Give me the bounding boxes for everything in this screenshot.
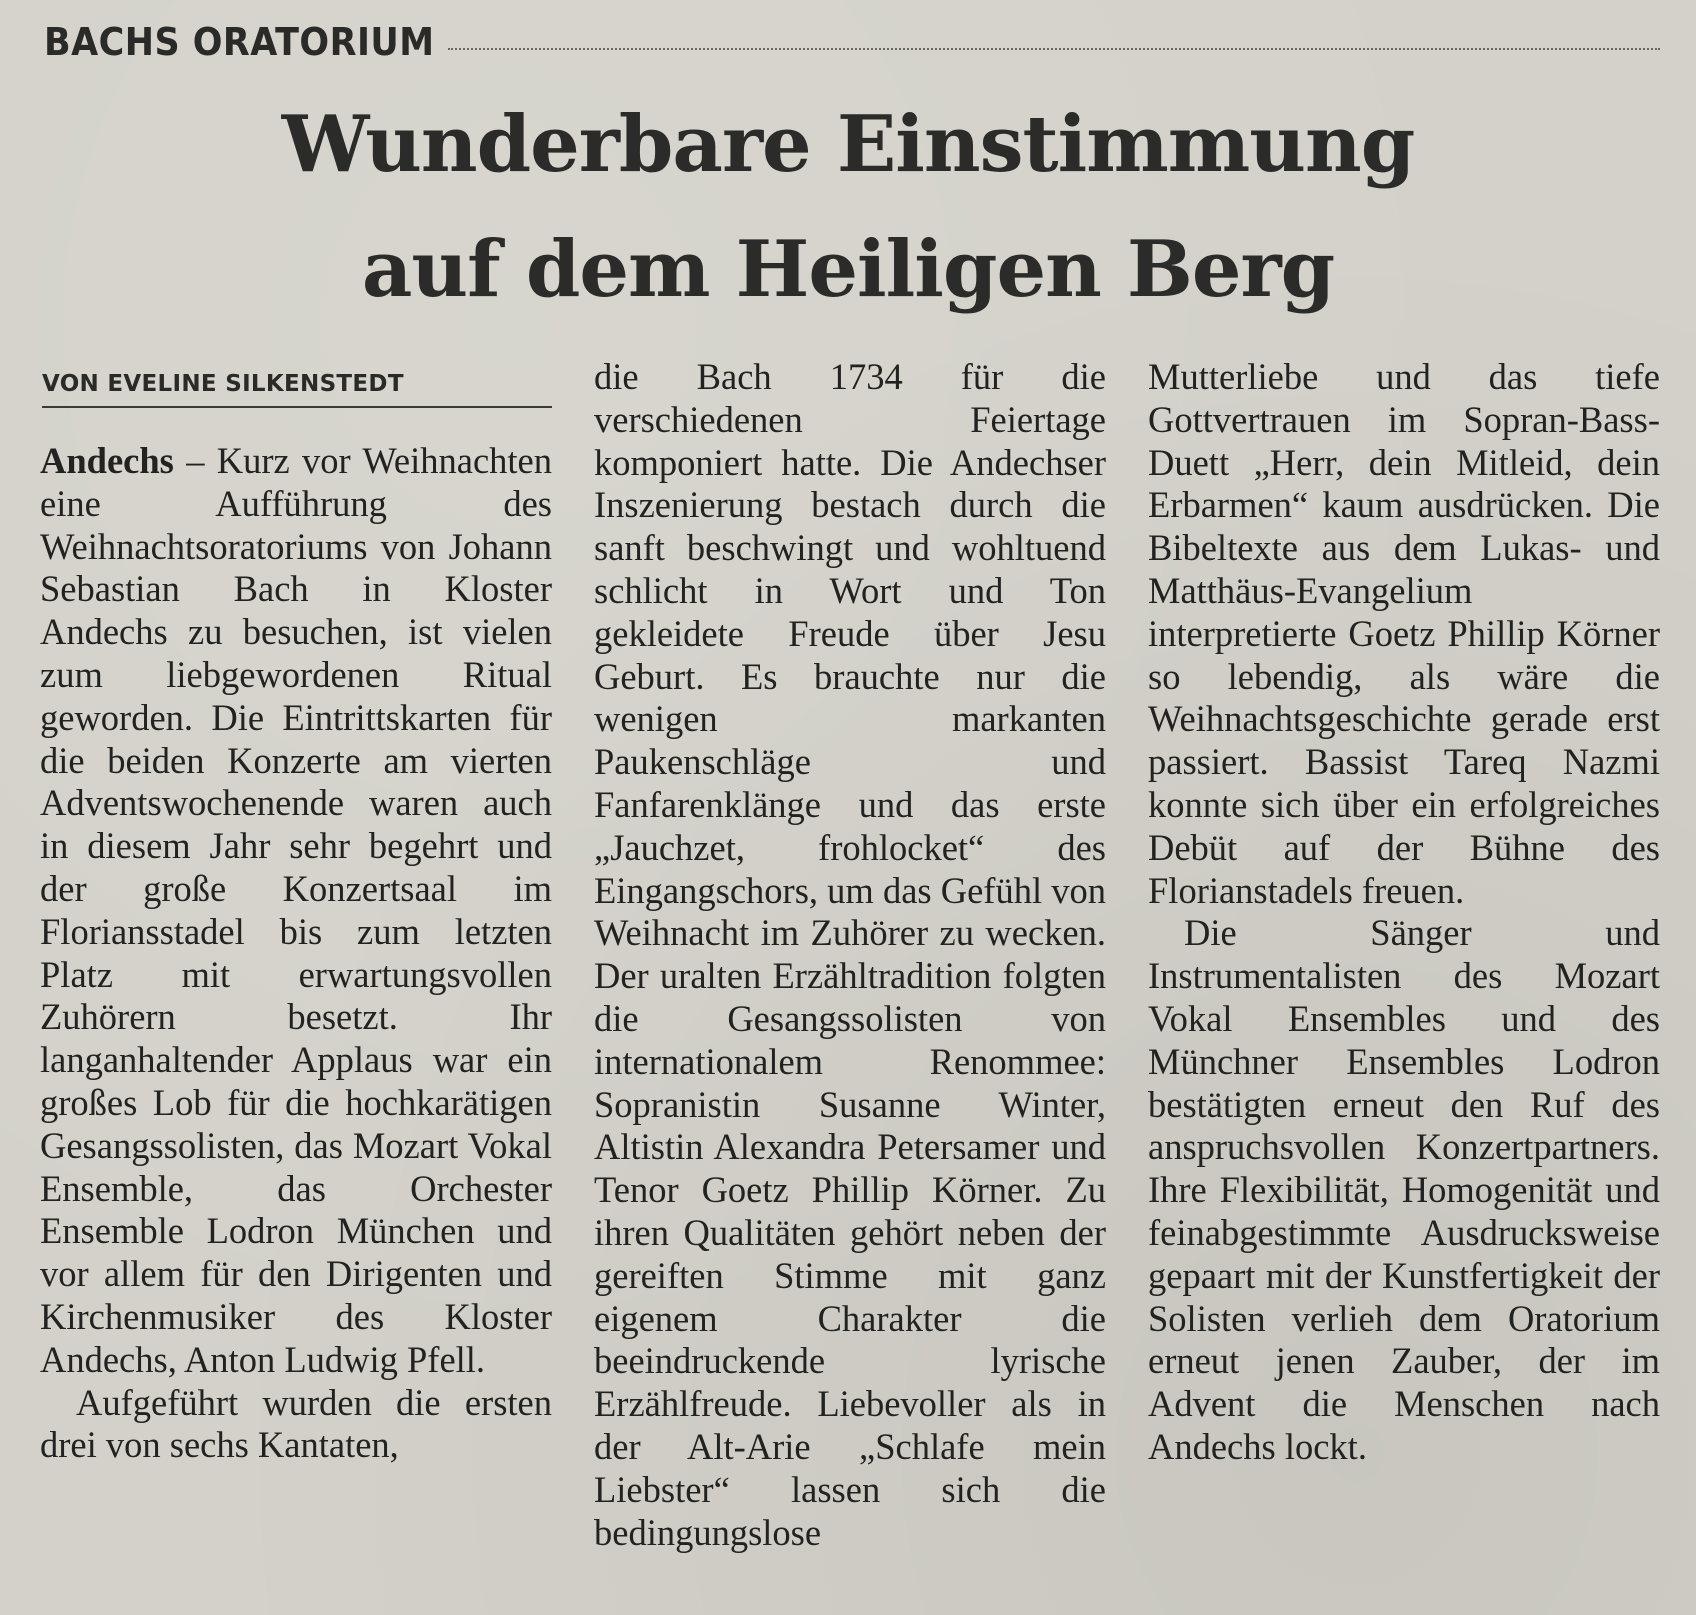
paragraph — [40, 440, 552, 1382]
byline: VON EVELINE SILKENSTEDT — [42, 366, 552, 408]
paragraph: die Bach 1734 für die verschiedenen Feiertage komponiert hatte. Die Andechser Inszenierung bestach durch die sanft beschwingt und wohltuend schlicht in Wort und Ton gekleidete Freude über Jesu Geburt. Es brauchte nur die wenigen markanten Paukenschläge und Fanfarenklänge und das erste „Jauchzet, frohlocket“ des Eingangschors, um das Gefühl von Weihnacht im Zuhörer zu wecken. Der uralten Erzähltradition folgten die Gesangssolisten von internationalem Renommee: Sopranistin Susanne Winter, Altistin Alexandra Petersamer und Tenor Goetz Phillip Körner. Zu ihren Qualitäten gehört neben der gereiften Stimme mit ganz eigenem Charakter die beeindruckende lyrische Erzählfreude. Liebevoller als in der Alt-Arie „Schlafe mein Liebster“ lassen sich die bedingungslose — [594, 356, 1106, 1553]
dateline: Andechs — [40, 440, 174, 481]
kicker: BACHS ORATORIUM — [44, 20, 435, 64]
article-column-2 — [594, 356, 1106, 1554]
article-column-1 — [40, 440, 552, 1467]
paragraph: Aufgeführt wurden die ersten drei von sechs Kantaten, — [40, 1381, 552, 1466]
kicker-dotted-rule — [448, 48, 1660, 50]
headline-line-1: Wunderbare Einstimmung — [281, 99, 1415, 190]
article-column-3 — [1148, 356, 1660, 1469]
headline-line-2: auf dem Heiligen Berg — [361, 224, 1335, 315]
headline — [0, 82, 1696, 332]
kicker-row — [44, 16, 1660, 68]
paragraph-text: – Kurz vor Weihnachten eine Aufführung des Weihnachtsoratoriums von Johann Sebastian Bach in Kloster Andechs zu besuchen, ist vielen zum liebgewordenen Ritual geworden. Die Eintrittskarten für die beiden Konzerte am vierten Adventswochenende waren auch in diesem Jahr sehr begehrt und der große Konzertsaal im Floriansstadel bis zum letzten Platz mit erwartungsvollen Zuhörern besetzt. Ihr langanhaltender Applaus war ein großes Lob für die hochkarätigen Gesangssolisten, das Mozart Vokal Ensemble, das Orchester Ensemble Lodron München und vor allem für den Dirigenten und Kirchenmusiker des Kloster Andechs, Anton Ludwig Pfell. — [40, 440, 552, 1380]
paragraph: Mutterliebe und das tiefe Gottvertrauen im Sopran-Bass-Duett „Herr, dein Mitleid, dein Erbarmen“ kaum ausdrücken. Die Bibeltexte aus dem Lukas- und Matthäus-Evangelium interpretierte Goetz Phillip Körner so lebendig, als wäre die Weihnachtsgeschichte gerade erst passiert. Bassist Tareq Nazmi konnte sich über ein erfolgreiches Debüt auf der Bühne des Florianstadels freuen. — [1148, 356, 1660, 911]
paragraph: Die Sänger und Instrumentalisten des Mozart Vokal Ensembles und des Münchner Ensembles Lodron bestätigten erneut den Ruf des anspruchsvollen Konzertpartners. Ihre Flexibilität, Homogenität und feinabgestimmte Ausdrucksweise gepaart mit der Kunstfertigkeit der Solisten verlieh dem Oratorium erneut jenen Zauber, der im Advent die Menschen nach Andechs lockt. — [1148, 912, 1660, 1467]
